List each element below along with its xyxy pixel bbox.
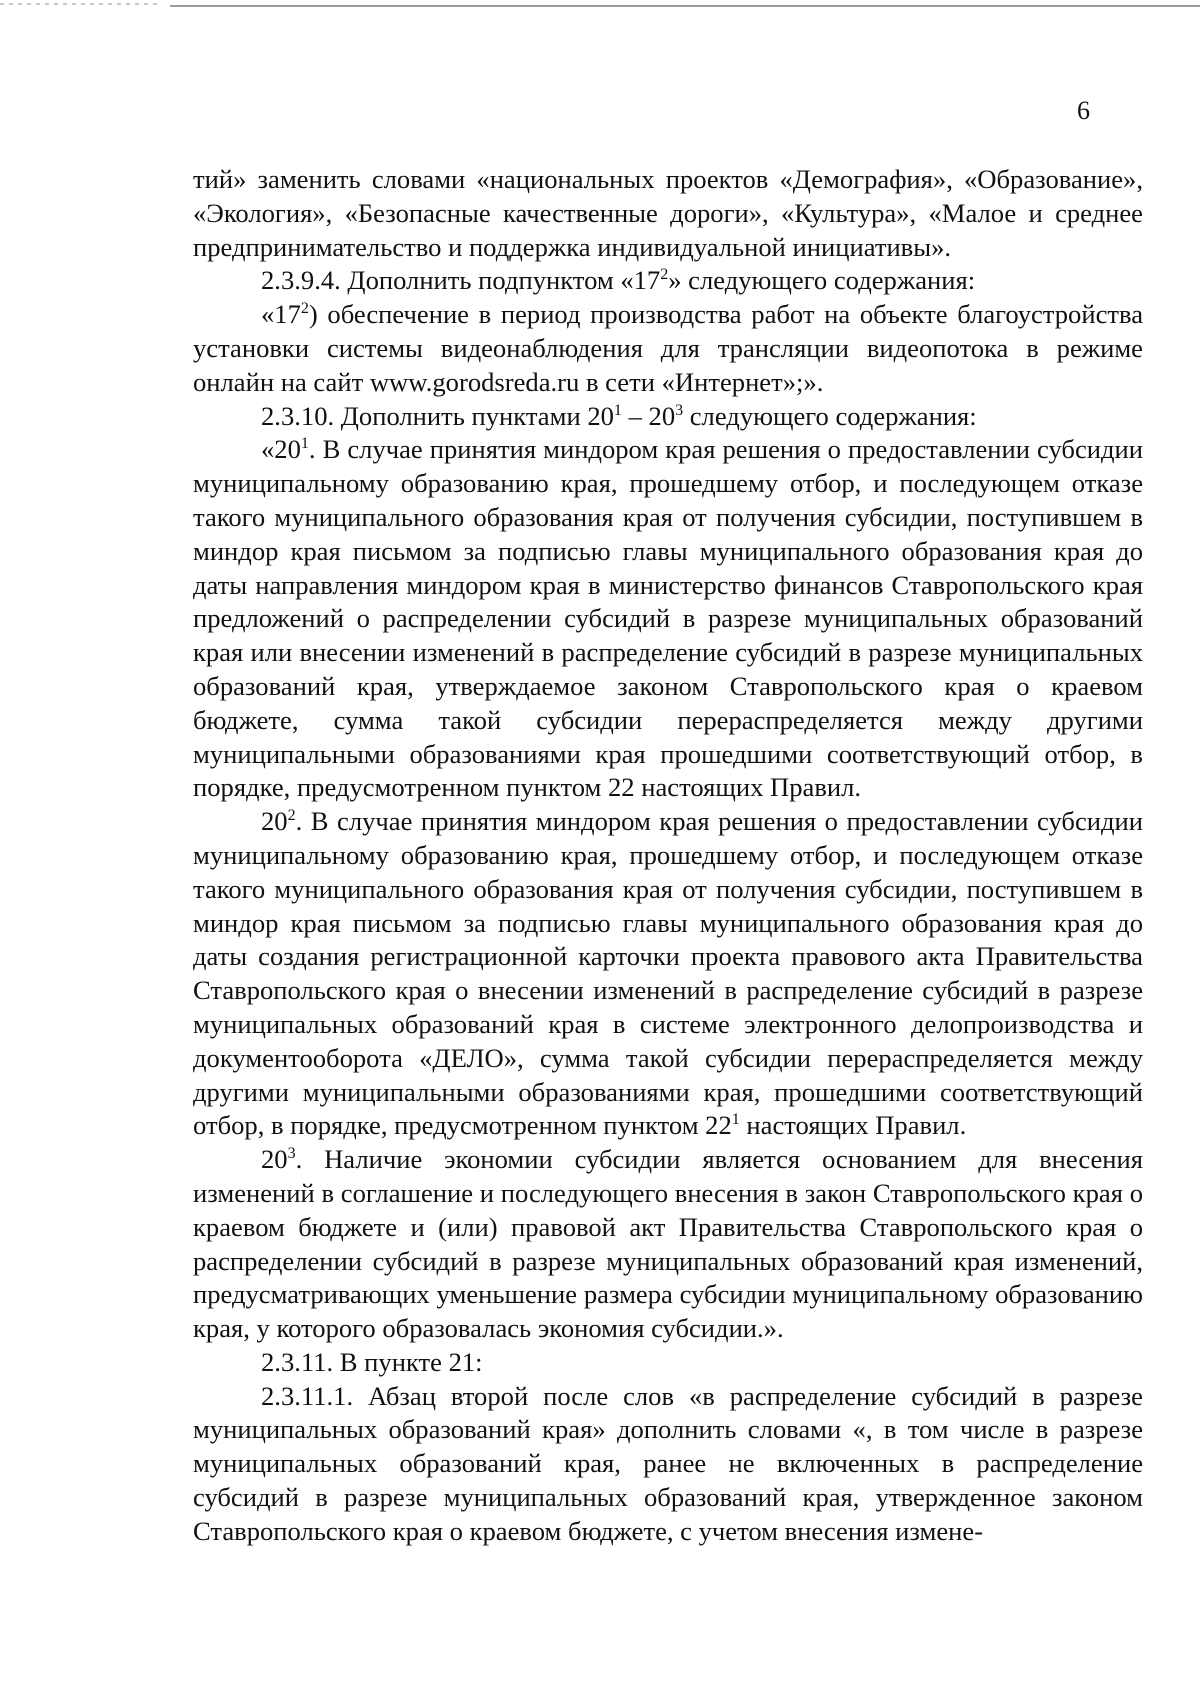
scan-edge-artifact xyxy=(0,3,160,5)
page-number: 6 xyxy=(1077,96,1090,125)
document-body xyxy=(193,163,1143,1549)
paragraph-2-3-10: 2.3.10. Дополнить пунктами $20^1 - 20^3$ следующего содержания: xyxy=(261,400,977,431)
paragraph-item-20-3: $20^3$. Наличие экономии субсидии является основанием для внесения изменений в соглашение и последующего внесения в закон Ставропольского края о краевом бюджете и (или) правовой акт Правительства Ставропольского края о распределении субсидий в разрезе муниципальных образований края изменений, предусматривающих уменьшение размера субсидии муниципальному образованию края, у которого образовалась экономия субсидии.». xyxy=(193,1144,1143,1344)
paragraph-item-20-2: $20^2$. В случае принятия миндором края решения о предоставлении субсидии муниципальному образованию края, прошедшему отбор, и последующем отказе такого муниципального образования края от получения субсидии, поступившем в миндор края письмом за подписью главы муниципального образования края до даты создания регистрационной карточки проекта правового акта Правительства Ставропольского края о внесении изменений в распределение субсидий в разрезе муниципальных образований края в системе электронного делопроизводства и документооборота «ДЕЛО», сумма такой субсидии перераспределяется между другими муниципальными образованиями края, прошедшими соответствующий отбор, в порядке, предусмотренном пунктом $22^1$ настоящих Правил. xyxy=(193,806,1143,1141)
scan-top-border xyxy=(170,5,1200,7)
paragraph-subitem-17-2: «$17^2$) обеспечение в период производства работ на объекте благоустройства установки системы видеонаблюдения для трансляции видеопотока в режиме онлайн на сайт www.gorodsreda.ru в сети «Интернет»;». xyxy=(193,299,1143,397)
paragraph-2-3-11-1: 2.3.11.1. Абзац второй после слов «в распределение субсидий в разрезе муниципальных образований края» дополнить словами «, в том числе в разрезе муниципальных образований края, ранее не включенных в распределение субсидий в разрезе муниципальных образований края, утвержденное законом Ставропольского края о краевом бюджете, с учетом внесения измене- xyxy=(193,1380,1143,1546)
paragraph-2-3-11: 2.3.11. В пункте 21: xyxy=(261,1346,483,1377)
paragraph-2-3-9-4: 2.3.9.4. Дополнить подпунктом «$17^2$» следующего содержания: xyxy=(261,265,976,296)
paragraph-continuation: тий» заменить словами «национальных проектов «Демография», «Образование», «Экология», «Безопасные качественные дороги», «Культура», «Малое и среднее предпринимательство и поддержка индивидуальной инициативы». xyxy=(193,164,1143,262)
paragraph-item-20-1: «$20^1$. В случае принятия миндором края решения о предоставлении субсидии муниципальному образованию края, прошедшему отбор, и последующем отказе такого муниципального образования края от получения субсидии, поступившем в миндор края письмом за подписью главы муниципального образования края до даты направления миндором края в министерство финансов Ставропольского края предложений о распределении субсидий в разрезе муниципальных образований края или внесении изменений в распределение субсидий в разрезе муниципальных образований края, утверждаемое законом Ставропольского края о краевом бюджете, сумма такой субсидии перераспределяется между другими муниципальными образованиями края прошедшими соответствующий отбор, в порядке, предусмотренном пунктом 22 настоящих Правил. xyxy=(193,434,1143,803)
